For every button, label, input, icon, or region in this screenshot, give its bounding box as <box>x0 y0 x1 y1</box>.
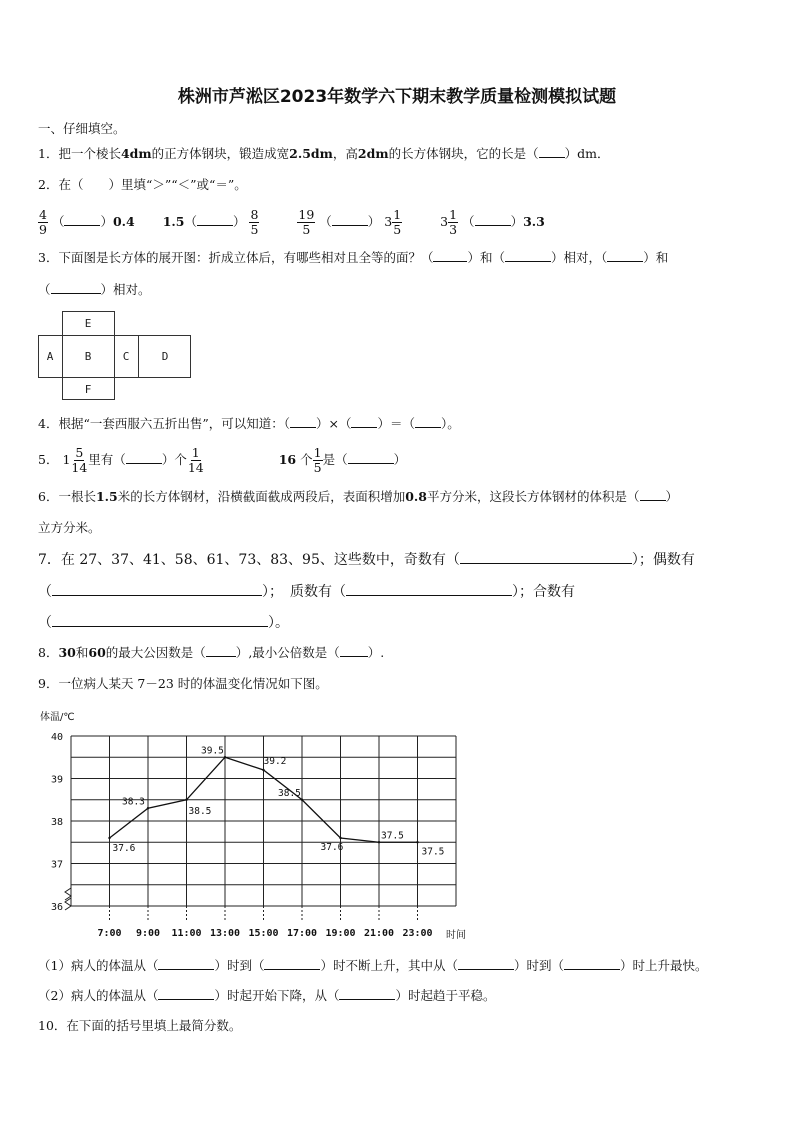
face-label-b: B <box>84 350 92 363</box>
question-3: 3．下面图是长方体的展开图：折成立体后，有哪些相对且全等的面？（ ）和（ ）相对，（ ）和 <box>38 250 669 265</box>
question-number: 2． <box>38 177 59 192</box>
answer-blank[interactable] <box>564 958 620 970</box>
answer-blank[interactable] <box>539 146 565 158</box>
y-tick-label: 39 <box>51 774 64 786</box>
data-label: 37.5 <box>421 846 445 858</box>
x-tick-label: 11:00 <box>171 928 202 939</box>
question-number: 6． <box>38 489 59 504</box>
y-tick-labels <box>51 732 63 913</box>
fraction: $\frac{4}{9}$ <box>39 207 47 237</box>
question-5: 5． 1 $\frac{5}{14}$ 里有（ ）个 $\frac{1}{14}$ 16 个 $\frac{1}{5}$ 是（ ） <box>38 442 406 478</box>
question-6: 6．一根长1.5米的长方体钢材，沿横截面截成两段后，表面积增加0.8平方分米，这段长方体钢材的体积是（ ） <box>38 489 679 504</box>
data-point <box>185 799 187 801</box>
data-labels <box>113 745 445 857</box>
answer-blank[interactable] <box>52 613 268 627</box>
y-tick-label: 37 <box>51 859 64 871</box>
answer-blank[interactable] <box>340 645 368 657</box>
data-point <box>301 799 303 801</box>
x-tick-label: 15:00 <box>248 928 279 939</box>
face-label-a: A <box>46 350 54 363</box>
question-4: 4．根据“一套西服六五折出售”，可以知道：（ ）×（ ）＝（ ）。 <box>38 416 460 431</box>
answer-blank[interactable] <box>197 214 233 226</box>
data-label: 37.6 <box>320 842 344 853</box>
question-10: 10．在下面的括号里填上最简分数。 <box>38 1018 242 1033</box>
data-point <box>108 837 110 839</box>
answer-blank[interactable] <box>64 214 100 226</box>
question-3-line2: （ ）相对。 <box>38 282 151 297</box>
answer-blank[interactable] <box>126 452 162 464</box>
temperature-line-chart <box>38 708 478 944</box>
y-axis-label: 体温/℃ <box>40 712 75 723</box>
question-7-line2: （ ）； 质数有（ ）；合数有 <box>38 584 575 600</box>
answer-blank[interactable] <box>351 416 377 428</box>
x-tick-label: 13:00 <box>209 928 241 939</box>
section-heading: 一、仔细填空。 <box>38 121 126 136</box>
y-tick-label: 36 <box>51 902 64 913</box>
y-tick-label: 38 <box>51 817 64 828</box>
data-point <box>339 837 341 839</box>
question-number: 3． <box>38 250 59 265</box>
data-label: 38.3 <box>122 796 145 808</box>
answer-blank[interactable] <box>52 582 262 596</box>
question-7-line3: （ ）。 <box>38 615 289 631</box>
x-tick-label: 7:00 <box>97 928 122 939</box>
data-point <box>262 769 264 771</box>
data-label: 39.2 <box>263 756 287 767</box>
face-label-d: D <box>161 350 169 363</box>
answer-blank[interactable] <box>640 489 666 501</box>
question-number: 5． <box>38 452 59 467</box>
x-axis-label: 时间 <box>446 930 466 941</box>
axis-break-mark <box>65 888 71 910</box>
answer-blank[interactable] <box>415 416 441 428</box>
answer-blank[interactable] <box>158 988 214 1000</box>
x-tick-label: 23:00 <box>402 928 433 939</box>
answer-blank[interactable] <box>348 452 394 464</box>
data-label: 37.6 <box>112 843 136 854</box>
face-label-f: F <box>84 383 92 396</box>
answer-blank[interactable] <box>332 214 368 226</box>
data-point <box>378 841 380 843</box>
fraction: $\frac{8}{5}$ <box>250 207 259 237</box>
question-2-items: $\frac{4}{9}$ （ ）0.4 1.5（ ） $\frac{8}{5}$ $\frac{19}{5}$ （ ） 3 $\frac{1}{5}$ 3 $\frac{1}{3}$ （ ）3.3 <box>38 204 545 240</box>
question-number: 4． <box>38 416 59 431</box>
answer-blank[interactable] <box>206 645 236 657</box>
x-tick-label: 17:00 <box>286 928 318 939</box>
question-7: 7．在 27、37、41、58、61、73、83、95、这些数中，奇数有（ ）；偶数有 <box>38 552 695 568</box>
question-9-sub-2: （2）病人的体温从（ ）时起开始下降，从（ ）时起趋于平稳。 <box>38 988 496 1003</box>
fraction: $\frac{1}{14}$ <box>187 445 204 475</box>
question-6-line2: 立方分米。 <box>38 520 101 535</box>
question-2: 2．在（ ）里填“＞”“＜”或“＝”。 <box>38 177 247 192</box>
mixed-number: 3 $\frac{1}{5}$ <box>384 206 402 237</box>
x-tick-label: 19:00 <box>325 928 356 939</box>
data-label: 38.5 <box>188 805 212 817</box>
answer-blank[interactable] <box>505 250 551 262</box>
question-9-sub-1: （1）病人的体温从（ ）时到（ ）时不断上升，其中从（ ）时到（ ）时上升最快。 <box>38 958 708 973</box>
data-point <box>147 807 149 809</box>
answer-blank[interactable] <box>475 214 511 226</box>
x-tick-labels <box>97 928 432 939</box>
question-number: 8． <box>38 645 59 660</box>
answer-blank[interactable] <box>51 282 101 294</box>
answer-blank[interactable] <box>460 550 632 564</box>
question-number: 10． <box>38 1018 67 1033</box>
question-9: 9．一位病人某天 7－23 时的体温变化情况如下图。 <box>38 676 328 691</box>
data-point <box>224 756 226 758</box>
answer-blank[interactable] <box>607 250 643 262</box>
question-number: 9． <box>38 676 59 691</box>
answer-blank[interactable] <box>158 958 214 970</box>
answer-blank[interactable] <box>458 958 514 970</box>
x-tick-label: 21:00 <box>363 928 395 939</box>
x-tick-label: 9:00 <box>135 928 161 939</box>
answer-blank[interactable] <box>264 958 320 970</box>
question-8: 8．30和60的最大公因数是（ ）,最小公倍数是（ ）. <box>38 645 385 660</box>
answer-blank[interactable] <box>290 416 316 428</box>
answer-blank[interactable] <box>339 988 395 1000</box>
mixed-number: 1 $\frac{5}{14}$ <box>62 444 88 475</box>
page-title: 株洲市芦淞区2023年数学六下期末教学质量检测模拟试题 <box>177 87 617 107</box>
mixed-number: 3 $\frac{1}{3}$ <box>440 206 458 237</box>
cuboid-net-diagram <box>38 311 194 401</box>
face-label-c: C <box>122 350 130 363</box>
face-label-e: E <box>84 317 92 330</box>
data-label: 39.5 <box>201 745 224 757</box>
fraction: $\frac{19}{5}$ <box>298 207 315 237</box>
data-label: 38.5 <box>278 787 301 799</box>
chart-grid <box>65 736 456 922</box>
y-tick-label: 40 <box>51 732 64 743</box>
question-1: 1．把一个棱长4dm的正方体钢块，锻造成宽2.5dm，高2dm的长方体钢块，它的长是（ ）dm． <box>38 146 610 161</box>
question-number: 1． <box>38 146 59 161</box>
data-point <box>416 841 418 843</box>
data-label: 37.5 <box>381 830 404 842</box>
answer-blank[interactable] <box>433 250 467 262</box>
fraction: $\frac{1}{5}$ <box>313 445 322 475</box>
answer-blank[interactable] <box>346 582 512 596</box>
